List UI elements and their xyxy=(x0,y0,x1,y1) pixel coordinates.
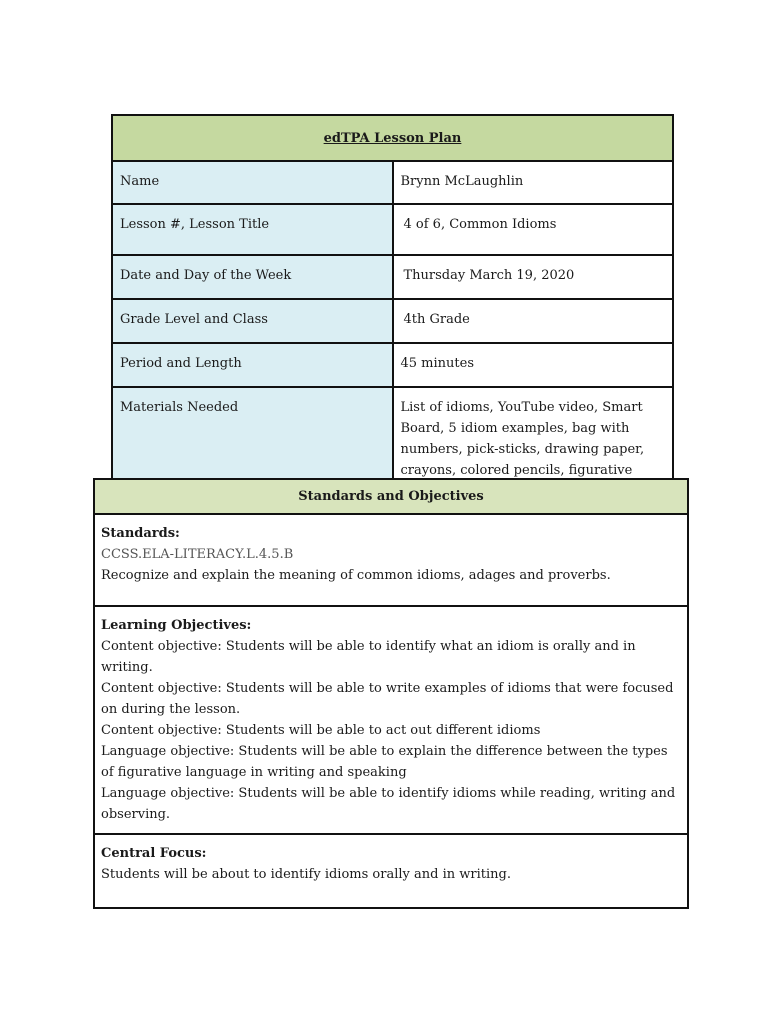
objective-item: Language objective: Students will be able to explain the difference between the types of figurative language in writing and speaking xyxy=(101,744,668,780)
standards-row xyxy=(94,514,688,606)
central-focus-heading: Central Focus: xyxy=(101,846,207,861)
materials-label: Materials Needed xyxy=(112,387,393,524)
period-label: Period and Length xyxy=(112,343,393,387)
lesson-label: Lesson #, Lesson Title xyxy=(112,204,393,255)
standard-code: CCSS.ELA-LITERACY.L.4.5.B xyxy=(101,547,294,562)
lesson-value: 4 of 6, Common Idioms xyxy=(393,204,674,255)
standard-text: Recognize and explain the meaning of common idioms, adages and proverbs. xyxy=(101,568,611,583)
plan-title: edTPA Lesson Plan xyxy=(112,115,673,161)
standards-objectives-table xyxy=(93,478,689,909)
objective-item: Content objective: Students will be able to identify what an idiom is orally and in writing. xyxy=(101,639,636,675)
objectives-heading: Learning Objectives: xyxy=(101,618,252,633)
objectives-row xyxy=(94,606,688,834)
plan-row-date xyxy=(112,255,673,299)
standards-cell xyxy=(94,514,688,606)
date-label: Date and Day of the Week xyxy=(112,255,393,299)
central-focus-row xyxy=(94,834,688,908)
plan-title-row xyxy=(112,115,673,161)
period-value: 45 minutes xyxy=(393,343,674,387)
central-focus-cell xyxy=(94,834,688,908)
date-value: Thursday March 19, 2020 xyxy=(393,255,674,299)
objective-item: Content objective: Students will be able to write examples of idioms that were focused on during the lesson. xyxy=(101,681,674,717)
standards-section-title: Standards and Objectives xyxy=(94,479,688,514)
name-value: Brynn McLaughlin xyxy=(393,161,674,204)
objective-item: Content objective: Students will be able to act out different idioms xyxy=(101,723,541,738)
grade-value: 4th Grade xyxy=(393,299,674,343)
plan-row-period xyxy=(112,343,673,387)
materials-value: List of idioms, YouTube video, Smart Board, 5 idiom examples, bag with numbers, pick-sticks, drawing paper, crayons, colored pencils, figurative xyxy=(393,387,674,524)
lesson-plan-table xyxy=(111,114,674,525)
plan-row-grade xyxy=(112,299,673,343)
grade-label: Grade Level and Class xyxy=(112,299,393,343)
plan-row-name xyxy=(112,161,673,204)
plan-row-lesson xyxy=(112,204,673,255)
name-label: Name xyxy=(112,161,393,204)
objective-item: Language objective: Students will be able to identify idioms while reading, writing and observing. xyxy=(101,786,676,822)
standards-heading: Standards: xyxy=(101,526,180,541)
central-focus-text: Students will be about to identify idioms orally and in writing. xyxy=(101,867,511,882)
objectives-cell xyxy=(94,606,688,834)
standards-header-row xyxy=(94,479,688,514)
